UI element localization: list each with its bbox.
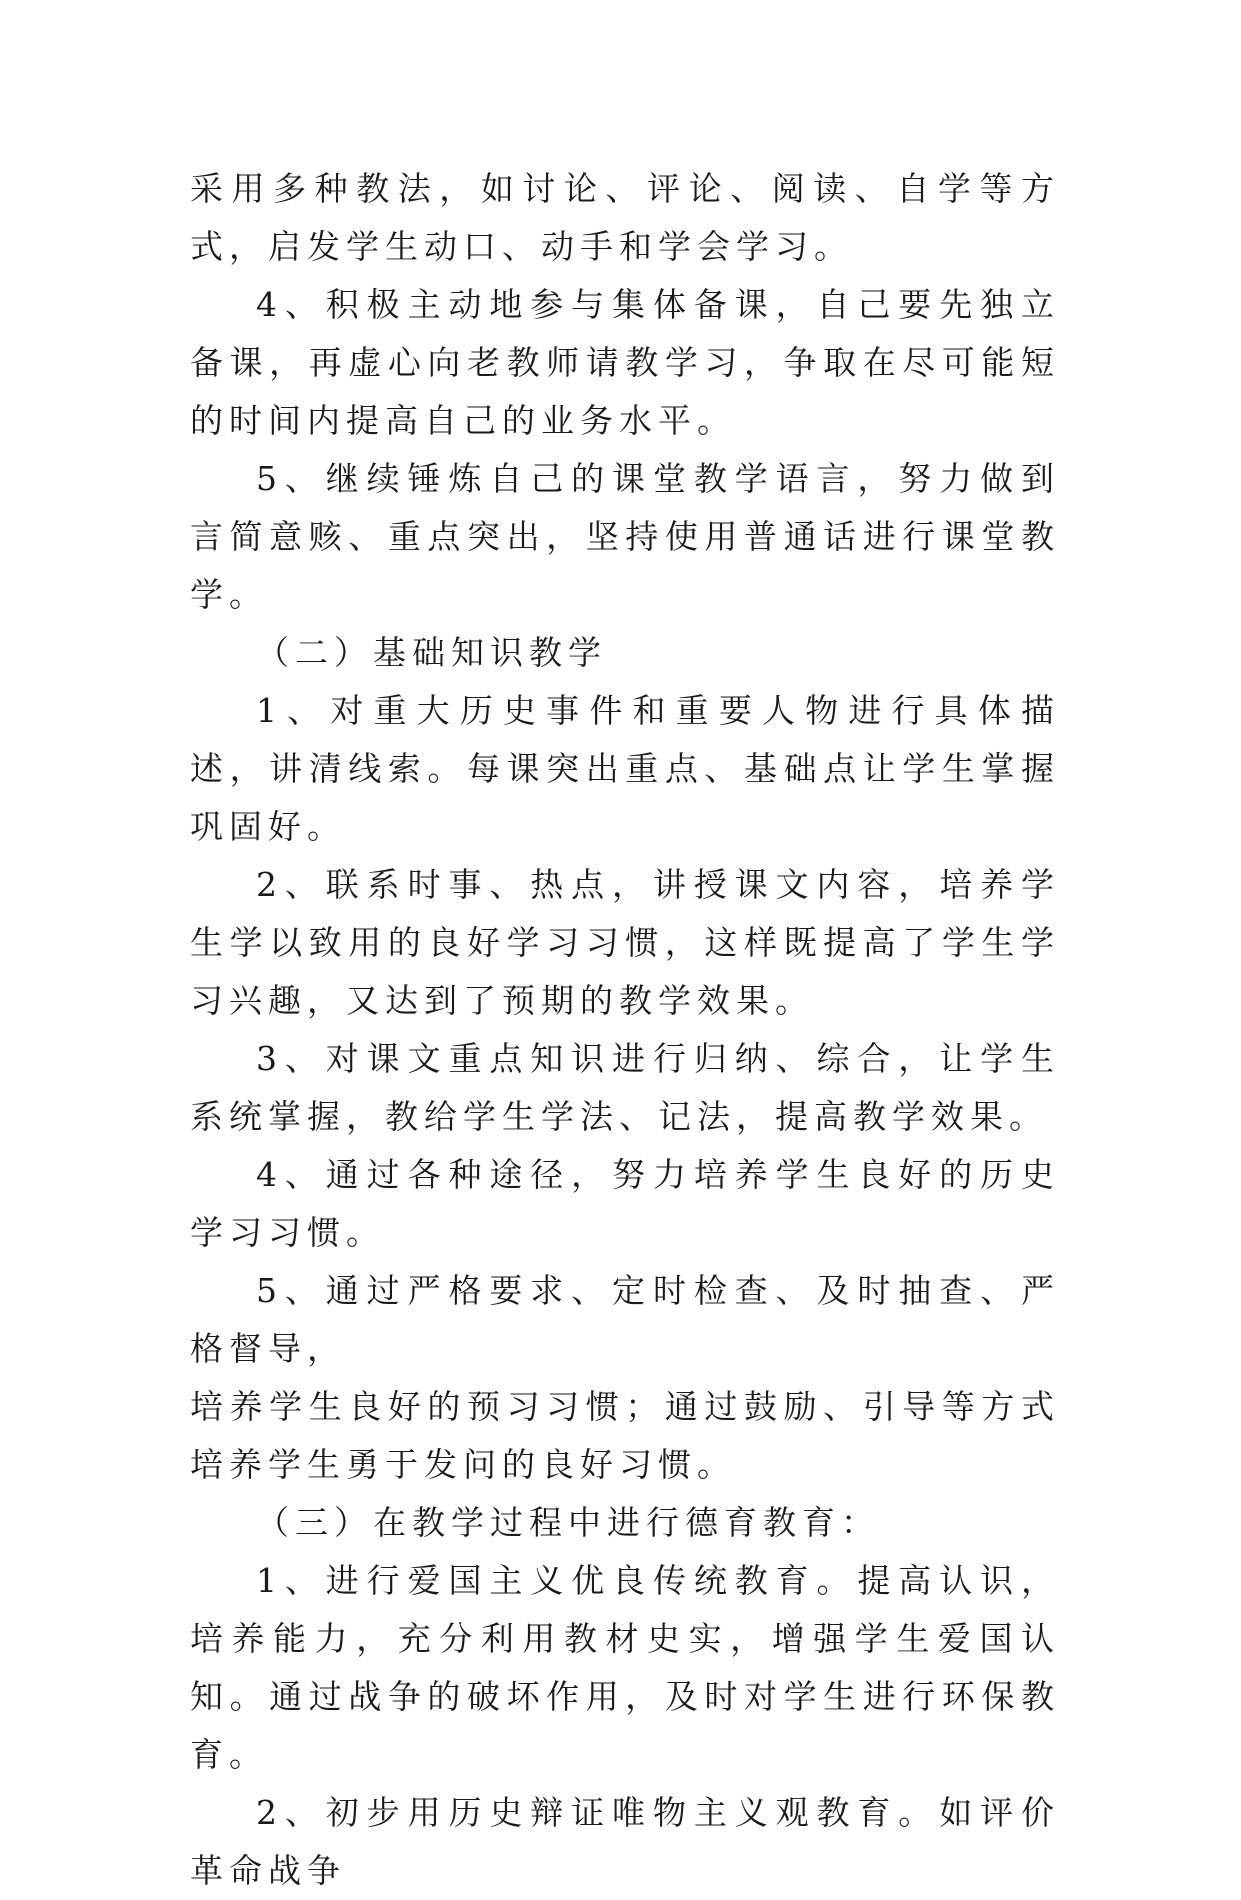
body-text	[190, 160, 1060, 1900]
paragraph-8: 4、通过各种途径，努力培养学生良好的历史学习习惯。	[190, 1155, 1060, 1252]
paragraph-13: 2、初步用历史辩证唯物主义观教育。如评价革命战争	[190, 1793, 1060, 1890]
paragraph-12: 1、进行爱国主义优良传统教育。提高认识，培养能力，充分利用教材史实，增强学生爱国认知。通过战争的破坏作用，及时对学生进行环保教育。	[190, 1561, 1060, 1774]
paragraph-10: 培养学生良好的预习习惯；通过鼓励、引导等方式培养学生勇于发问的良好习惯。	[190, 1387, 1060, 1484]
paragraph-5: 1、对重大历史事件和重要人物进行具体描述，讲清线索。每课突出重点、基础点让学生掌握巩固好。	[190, 691, 1060, 846]
section-heading-2: （二）基础知识教学	[256, 633, 607, 672]
paragraph-1: 采用多种教法，如讨论、评论、阅读、自学等方式，启发学生动口、动手和学会学习。	[190, 169, 1060, 266]
paragraph-3: 5、继续锤炼自己的课堂教学语言，努力做到言简意赅、重点突出，坚持使用普通话进行课堂教学。	[190, 459, 1060, 614]
paragraph-9: 5、通过严格要求、定时检查、及时抽查、严格督导，	[190, 1271, 1060, 1368]
paragraph-2: 4、积极主动地参与集体备课，自己要先独立备课，再虚心向老教师请教学习，争取在尽可能短的时间内提高自己的业务水平。	[190, 285, 1060, 440]
paragraph-7: 3、对课文重点知识进行归纳、综合，让学生系统掌握，教给学生学法、记法，提高教学效果。	[190, 1039, 1060, 1136]
section-heading-3: （三）在教学过程中进行德育教育：	[256, 1503, 880, 1542]
paragraph-6: 2、联系时事、热点，讲授课文内容，培养学生学以致用的良好学习习惯，这样既提高了学生学习兴趣，又达到了预期的教学效果。	[190, 865, 1060, 1020]
